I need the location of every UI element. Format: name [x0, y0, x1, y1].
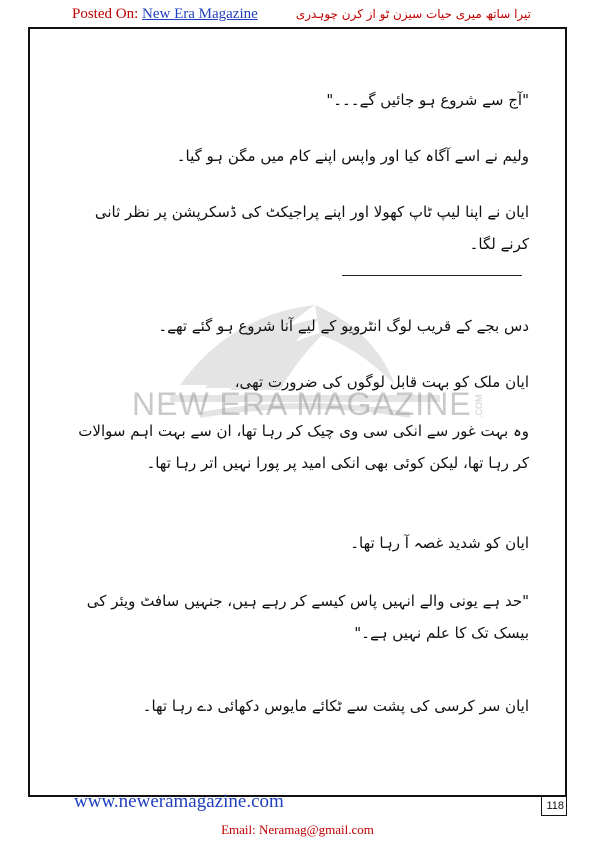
footer-email: Email: Neramag@gmail.com — [221, 822, 374, 837]
section-divider — [342, 275, 522, 276]
paragraph-3: ایان نے اپنا لیپ ٹاپ کھولا اور اپنے پراجیکٹ کی ڈسکرپشن پر نظر ثانی کرنے لگا۔ — [94, 203, 529, 253]
paragraph-7: ایان کو شدید غصہ آ رہا تھا۔ — [350, 534, 529, 552]
posted-on-line — [72, 6, 258, 23]
watermark-text: NEW ERA MAGAZINE — [132, 386, 472, 422]
page-number: 118 — [541, 796, 567, 816]
novel-title: تیرا ساتھ میری حیات سیزن ٹو از کرن چوہدری — [295, 7, 531, 21]
footer-website-link[interactable]: www.neweramagazine.com — [74, 791, 284, 812]
paragraph-2: ولیم نے اسے آگاہ کیا اور واپس اپنے کام میں مگن ہو گیا۔ — [176, 147, 529, 165]
paragraph-5: ایان ملک کو بہت قابل لوگوں کی ضرورت تھی، — [234, 373, 529, 391]
paragraph-9: ایان سر کرسی کی پشت سے ٹکائے مایوس دکھائی دے رہا تھا۔ — [142, 697, 529, 715]
watermark-side-text: .COM — [474, 394, 484, 418]
paragraph-1: "آج سے شروع ہو جائیں گے۔۔۔" — [326, 91, 529, 109]
page-header — [0, 6, 595, 28]
paragraph-4: دس بجے کے قریب لوگ انٹرویو کے لیے آنا شروع ہو گئے تھے۔ — [158, 317, 529, 335]
paragraph-8: "حد ہے یونی والے انہیں پاس کیسے کر رہے ہیں، جنہیں سافٹ ویئر کی بیسک تک کا علم نہیں ہے۔" — [86, 592, 529, 642]
paragraph-6: وہ بہت غور سے انکی سی وی چیک کر رہا تھا، ان سے بہت اہم سوالات کر رہا تھا، لیکن کوئی بھی انکی امید پر پورا نہیں اتر رہا تھا۔ — [78, 422, 529, 472]
posted-on-label: Posted On: — [72, 6, 139, 22]
site-name-link[interactable]: New Era Magazine — [142, 6, 258, 22]
